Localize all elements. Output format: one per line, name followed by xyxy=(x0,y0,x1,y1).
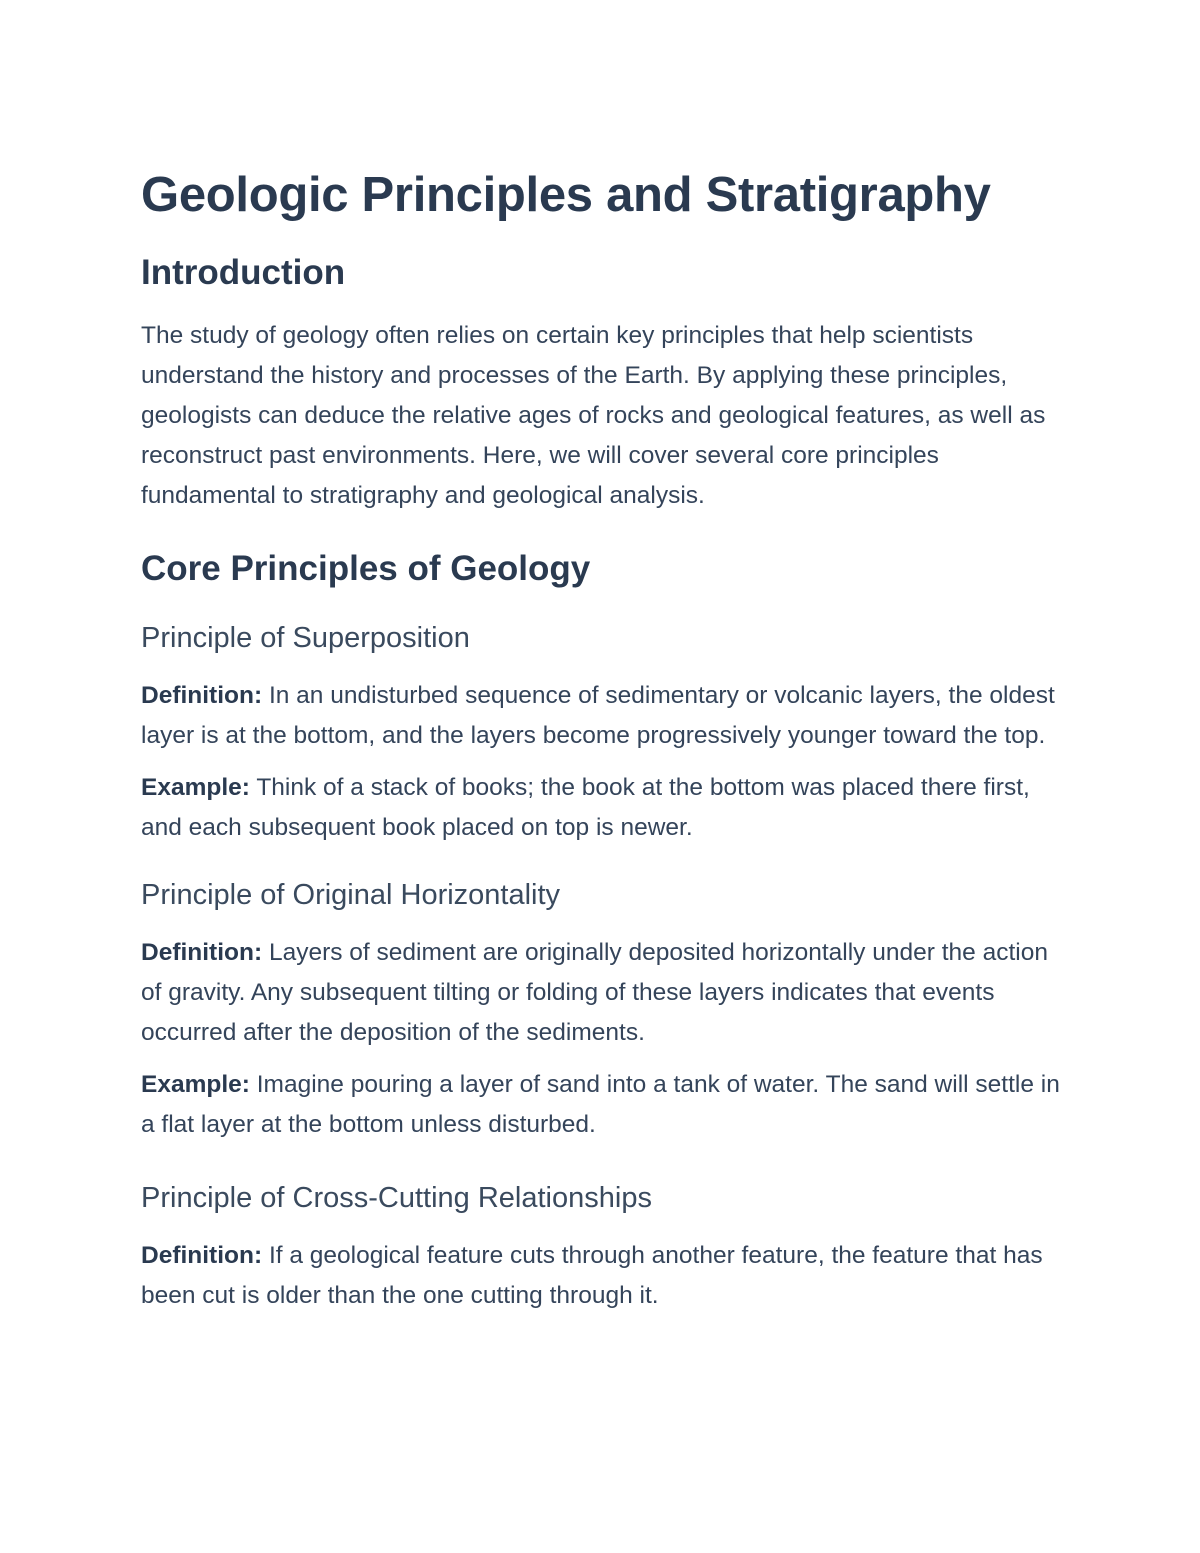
principle-cross-cutting xyxy=(141,1178,1066,1316)
core-principles-heading: Core Principles of Geology xyxy=(141,549,591,588)
example-text: Think of a stack of books; the book at the bottom was placed there first, and each subsequent book placed on top is newer. xyxy=(141,774,1030,841)
document-title: Geologic Principles and Stratigraphy xyxy=(141,168,991,222)
principle-example xyxy=(141,1065,1066,1145)
definition-text: Layers of sediment are originally deposited horizontally under the action of gravity. Any subsequent tilting or folding of these layers indicates that events occurred after the deposition of the sediments. xyxy=(141,939,1048,1046)
definition-label: Definition: xyxy=(141,682,263,709)
introduction-text: The study of geology often relies on certain key principles that help scientists understand the history and processes of the Earth. By applying these principles, geologists can deduce the relative ages of rocks and geological features, as well as reconstruct past environments. Here, we will cover several core principles fundamental to stratigraphy and geological analysis. xyxy=(141,322,1046,509)
principle-heading: Principle of Superposition xyxy=(141,622,470,654)
document-page xyxy=(141,162,1066,1316)
principle-example xyxy=(141,768,1066,848)
principle-heading: Principle of Cross-Cutting Relationships xyxy=(141,1182,652,1214)
example-label: Example: xyxy=(141,1071,250,1098)
definition-text: In an undisturbed sequence of sedimentary or volcanic layers, the oldest layer is at the bottom, and the layers become progressively younger toward the top. xyxy=(141,682,1055,749)
principle-definition xyxy=(141,933,1066,1053)
principle-heading: Principle of Original Horizontality xyxy=(141,879,561,911)
principle-superposition xyxy=(141,618,1066,848)
principle-definition xyxy=(141,1236,1066,1316)
principle-original-horizontality xyxy=(141,875,1066,1145)
definition-text: If a geological feature cuts through another feature, the feature that has been cut is older than the one cutting through it. xyxy=(141,1242,1043,1309)
introduction-heading: Introduction xyxy=(141,253,346,292)
example-text: Imagine pouring a layer of sand into a tank of water. The sand will settle in a flat layer at the bottom unless disturbed. xyxy=(141,1071,1060,1138)
definition-label: Definition: xyxy=(141,1242,263,1269)
example-label: Example: xyxy=(141,774,250,801)
definition-label: Definition: xyxy=(141,939,263,966)
principle-definition xyxy=(141,676,1066,756)
